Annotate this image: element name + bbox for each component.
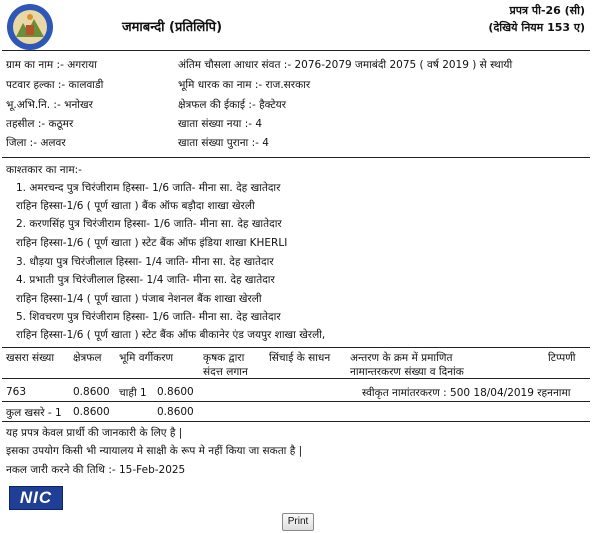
owner-line: राहिन हिस्सा-1/6 ( पूर्ण खाता ) बैंक ऑफ बड़ौदा शाखा खेरली bbox=[16, 200, 255, 212]
form-number: प्रपत्र पी-26 (सी) bbox=[509, 4, 585, 17]
old-khata-number: खाता संख्या पुराना :- 4 bbox=[178, 137, 269, 149]
owner-line: राहिन हिस्सा-1/6 ( पूर्ण खाता ) स्टेट बैंक ऑफ बीकानेर एंड जयपुर शाखा खेरली, bbox=[16, 329, 326, 341]
new-khata-number: खाता संख्या नया :- 4 bbox=[178, 118, 263, 130]
header-mutation-number: नामान्तरकरण संख्या व दिनांक bbox=[350, 366, 464, 378]
owners-heading: काश्तकार का नाम:- bbox=[6, 164, 82, 176]
row-classification: चाही 1 bbox=[119, 387, 147, 399]
patwar-circle: पटवार हल्का :- कालवाडी bbox=[6, 79, 104, 91]
header-divider bbox=[2, 50, 590, 51]
land-record-inspector: भू.अभि.नि. :- भनोखर bbox=[6, 99, 93, 111]
owner-line: 1. अमरचन्द पुत्र चिरंजीराम हिस्सा- 1/6 जाति- मीना सा. देह खातेदार bbox=[16, 182, 281, 194]
owner-line: 5. शिवचरण पुत्र चिरंजीराम हिस्सा- 1/6 जाति- मीना सा. देह खातेदार bbox=[16, 311, 281, 323]
note-not-evidence: इसका उपयोग किसी भी न्यायालय मे साक्षी के रूप मे नहीं किया जा सकता है | bbox=[6, 445, 303, 457]
note-info-only: यह प्रपत्र केवल प्रार्थी की जानकारी के लिए है | bbox=[6, 427, 183, 439]
owner-line: राहिन हिस्सा-1/6 ( पूर्ण खाता ) स्टेट बैंक ऑफ इंडिया शाखा KHERLI bbox=[16, 237, 288, 249]
header-crop: कृषक द्वारा bbox=[203, 352, 245, 364]
owner-line: 3. धौड़या पुत्र चिरंजीलाल हिस्सा- 1/4 जाति- मीना सा. देह खातेदार bbox=[16, 256, 274, 268]
total-area: 0.8600 bbox=[73, 406, 110, 418]
emblem-logo-icon bbox=[6, 3, 54, 51]
header-classification: भूमि वर्गीकरण bbox=[119, 352, 174, 364]
total-class-area: 0.8600 bbox=[157, 406, 194, 418]
rule-reference: (देखिये नियम 153 ए) bbox=[488, 21, 585, 34]
header-mutation: अन्तरण के क्रम में प्रमाणित bbox=[350, 352, 453, 364]
owner-line: 4. प्रभाती पुत्र चिरंजीलाल हिस्सा- 1/4 जाति- मीना सा. देह खातेदार bbox=[16, 274, 275, 286]
table-top-divider bbox=[2, 347, 590, 348]
row-divider bbox=[2, 401, 590, 402]
info-divider bbox=[2, 157, 590, 158]
header-area: क्षेत्रफल bbox=[73, 352, 102, 364]
tehsil-name: तहसील :- कठूमर bbox=[6, 118, 74, 130]
area-unit: क्षेत्रफल की ईकाई :- हैक्टेयर bbox=[178, 99, 287, 111]
header-irrigation: सिंचाई के साधन bbox=[269, 352, 331, 364]
table-header-divider bbox=[2, 378, 590, 379]
land-holder: भूमि धारक का नाम :- राज.सरकार bbox=[178, 79, 311, 91]
district-name: जिला :- अलवर bbox=[6, 137, 66, 149]
row-area: 0.8600 bbox=[73, 386, 110, 398]
owner-line: 2. करणसिंह पुत्र चिरंजीराम हिस्सा- 1/6 जाति- मीना सा. देह खातेदार bbox=[16, 218, 282, 230]
print-button[interactable]: Print bbox=[282, 513, 314, 531]
total-divider bbox=[2, 421, 590, 422]
samvat-info: अंतिम चौसला आधार संवत :- 2076-2079 जमाबंदी 2075 ( वर्ष 2019 ) से स्थायी bbox=[178, 59, 513, 71]
total-khasra: कुल खसरे - 1 bbox=[6, 407, 62, 419]
row-class-area: 0.8600 bbox=[157, 386, 194, 398]
header-rent: संदत्त लगान bbox=[203, 366, 248, 378]
owner-line: राहिन हिस्सा-1/4 ( पूर्ण खाता ) पंजाब नेशनल बैंक शाखा खेरली bbox=[16, 293, 262, 305]
page-title: जमाबन्दी (प्रतिलिपि) bbox=[122, 20, 223, 35]
nic-logo: NIC bbox=[9, 486, 63, 510]
header-khasra: खसरा संख्या bbox=[6, 352, 55, 364]
header-remarks: टिप्पणी bbox=[548, 352, 576, 364]
village-name: ग्राम का नाम :- अगराया bbox=[6, 59, 97, 71]
row-mutation: स्वीकृत नामांतरकरण : 500 18/04/2019 रहननामा bbox=[362, 387, 571, 399]
row-khasra: 763 bbox=[6, 386, 27, 398]
copy-issue-date: नकल जारी करने की तिथि :- 15-Feb-2025 bbox=[6, 464, 186, 476]
